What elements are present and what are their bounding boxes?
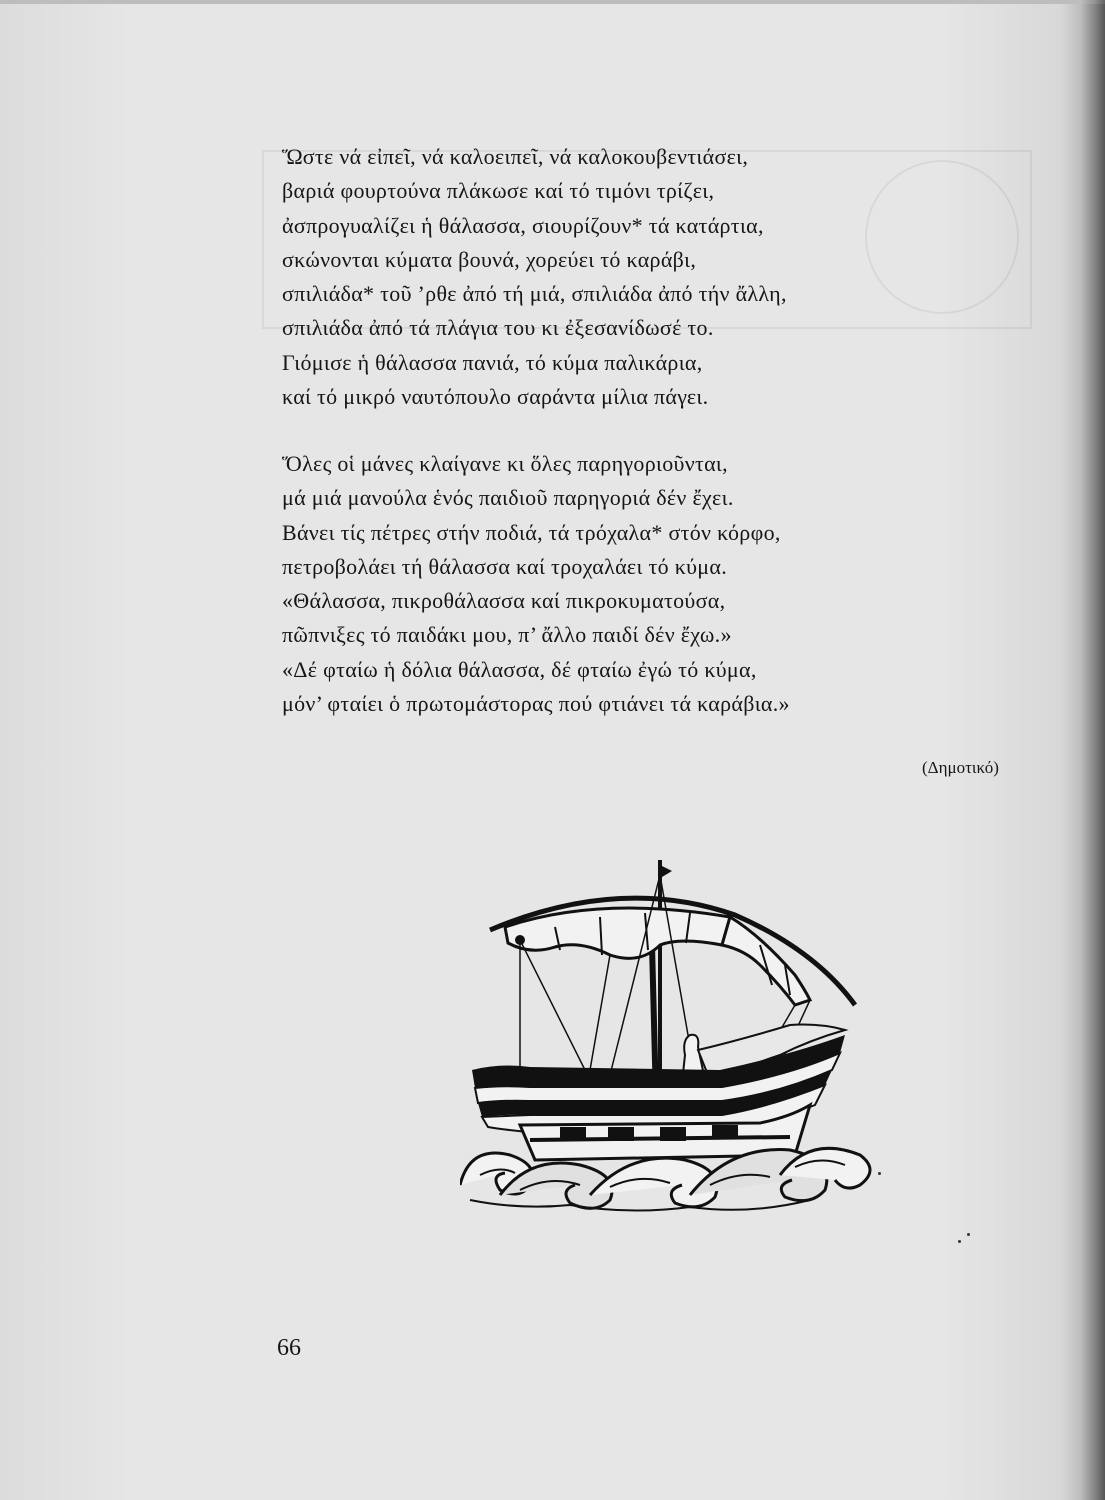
poem-line: Γιόμισε ἡ θάλασσα πανιά, τό κύμα παλικάρια, — [282, 349, 703, 375]
poem-line: ἀσπρογυαλίζει ἡ θάλασσα, σιουρίζουν* τά κατάρτια, — [282, 212, 764, 238]
porthole — [660, 1127, 686, 1141]
porthole — [608, 1127, 634, 1141]
pennant-flag — [660, 865, 672, 877]
poem-line: σκώνονται κύματα βουνά, χορεύει τό καράβι, — [282, 246, 697, 272]
poem-stanza-1 — [282, 140, 787, 414]
poem-line: «Δέ φταίω ἡ δόλια θάλασσα, δέ φταίω ἐγώ τό κύμα, — [282, 656, 757, 682]
bleed-through-frame-inner — [865, 160, 1019, 314]
furled-sail — [505, 908, 730, 958]
poem-line: μόν’ φταίει ὁ πρωτομάστορας πού φτιάνει τά καράβια.» — [282, 691, 790, 717]
porthole — [560, 1127, 586, 1141]
poem-line: σπιλιάδα ἀπό τά πλάγια του κι ἐξεσανίδωσέ το. — [282, 315, 714, 341]
poem-stanza-2 — [282, 447, 790, 721]
sailing-ship-illustration — [460, 855, 880, 1215]
poem-source: (Δημοτικό) — [922, 758, 999, 777]
page-number: 66 — [277, 1335, 301, 1361]
ink-speck — [958, 1240, 961, 1243]
poem-line: πῶπνιξες τό παιδάκι μου, π’ ἄλλο παιδί δέν ἔχω.» — [282, 622, 732, 648]
poem-line: μά μιά μανούλα ἑνός παιδιοῦ παρηγοριά δέν ἔχει. — [282, 485, 734, 511]
poem-line: Ὥστε νά εἰπεῖ, νά καλοειπεῖ, νά καλοκουβεντιάσει, — [282, 144, 749, 169]
poem-line: σπιλιάδα* τοῦ ’ρθε ἀπό τή μιά, σπιλιάδα ἀπό τήν ἄλλη, — [282, 281, 787, 307]
poem-line: καί τό μικρό ναυτόπουλο σαράντα μίλια πάγει. — [282, 384, 709, 410]
poem-line: πετροβολάει τή θάλασσα καί τροχαλάει τό κύμα. — [282, 553, 728, 579]
porthole — [712, 1125, 738, 1139]
ink-speck — [878, 1172, 881, 1175]
poem-line: «Θάλασσα, πικροθάλασσα καί πικροκυματούσα, — [282, 588, 726, 614]
ink-speck — [967, 1233, 970, 1236]
page-right-edge-shadow — [1081, 0, 1105, 1500]
poem-line: Ὅλες οἱ μάνες κλαίγανε κι ὅλες παρηγοριοῦνται, — [282, 451, 728, 476]
page-top-edge — [0, 0, 1105, 4]
poem-line: βαριά φουρτούνα πλάκωσε καί τό τιμόνι τρίζει, — [282, 178, 715, 204]
poem-line: Βάνει τίς πέτρες στήν ποδιά, τά τρόχαλα* στόν κόρφο, — [282, 519, 781, 545]
